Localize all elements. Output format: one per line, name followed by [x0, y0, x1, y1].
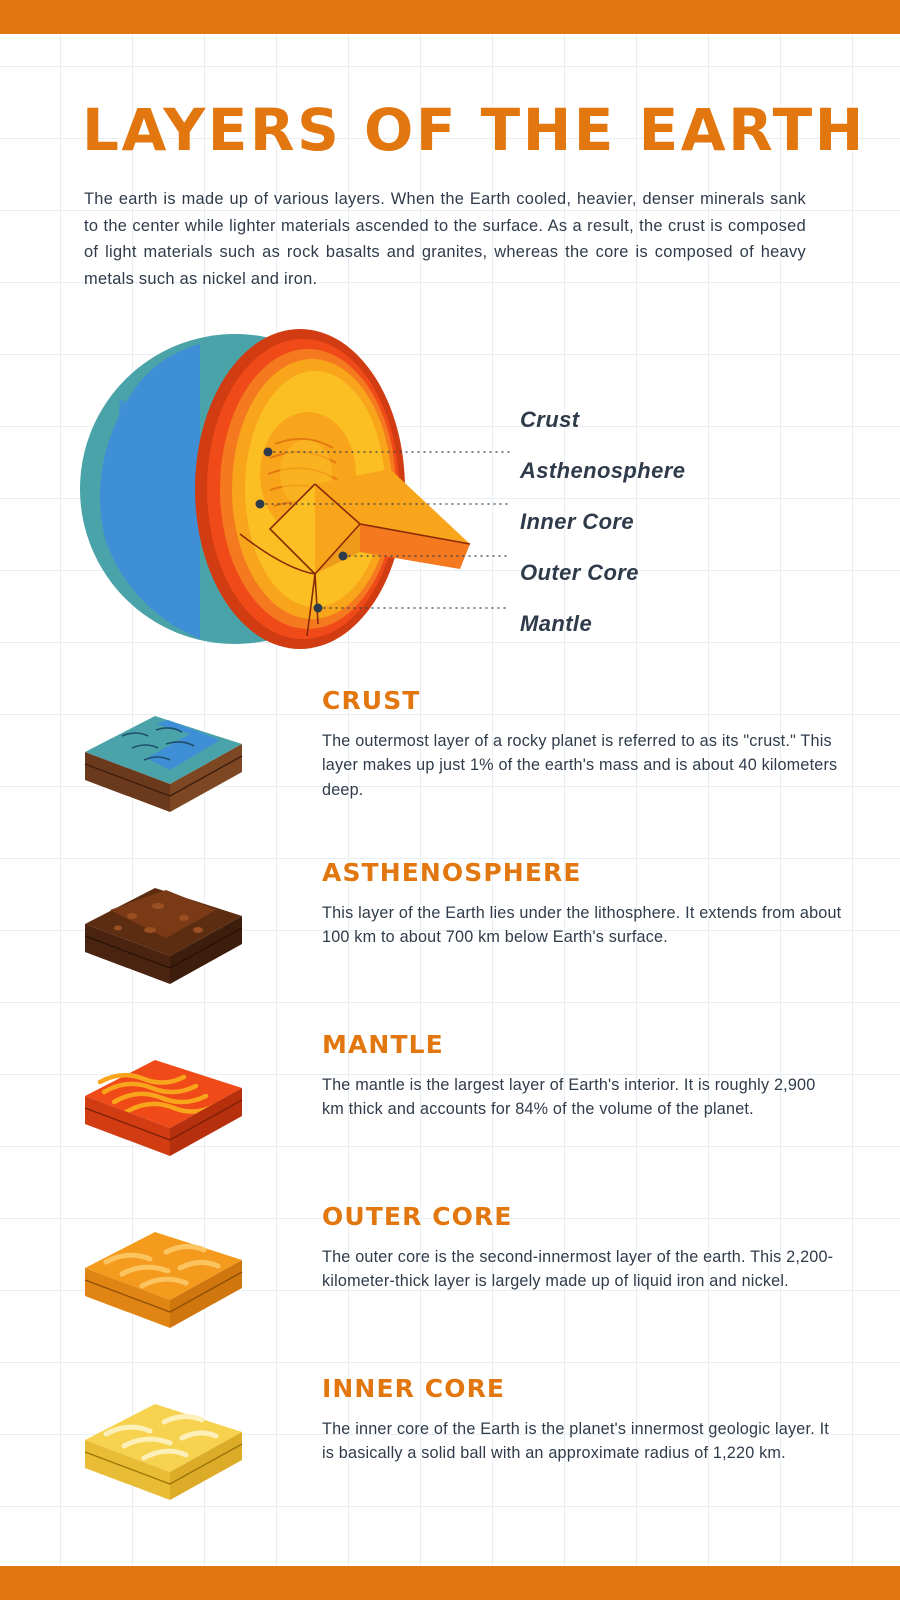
callout-label: Crust [520, 406, 580, 432]
asthenosphere-block-icon [70, 872, 260, 1002]
callout-label: Mantle [520, 610, 593, 636]
section-asthenosphere [60, 858, 850, 1030]
section-mantle [60, 1030, 850, 1202]
callout-label: Outer Core [520, 559, 639, 585]
inner-core-text [322, 1374, 842, 1466]
top-accent-bar [0, 0, 900, 34]
section-inner-core [60, 1374, 850, 1546]
section-crust [60, 686, 850, 858]
section-body: The mantle is the largest layer of Earth's interior. It is roughly 2,900 km thick and accounts for 84% of the volume of the planet. [322, 1076, 816, 1119]
crust-block-icon [70, 700, 260, 830]
intro-paragraph: The earth is made up of various layers. When the Earth cooled, heavier, denser minerals sank to the center while lighter materials ascended to the surface. As a result, the crust is composed of light materials such as rock basalts and granites, whereas the core is composed of heavy metals such as nickel and iron. [84, 190, 806, 288]
callout-outer-core [520, 547, 850, 598]
inner-core-block-icon [70, 1388, 260, 1518]
outer-core-block-icon [70, 1216, 260, 1346]
callout-inner-core [520, 496, 850, 547]
callout-label: Asthenosphere [520, 457, 686, 483]
content-area [0, 34, 900, 1566]
section-title: MANTLE [322, 1030, 444, 1059]
section-title: INNER CORE [322, 1374, 506, 1403]
section-body: The inner core of the Earth is the planet's innermost geologic layer. It is basically a solid ball with an approximate radius of 1,220 km. [322, 1420, 829, 1463]
diagram-callout-labels [520, 394, 850, 649]
page-title: LAYERS OF THE EARTH [82, 96, 866, 164]
section-body: The outer core is the second-innermost layer of the earth. This 2,200-kilometer-thick layer is largely made up of liquid iron and nickel. [322, 1248, 834, 1291]
mantle-text [322, 1030, 842, 1122]
section-title: CRUST [322, 686, 421, 715]
section-title: OUTER CORE [322, 1202, 513, 1231]
outer-core-text [322, 1202, 842, 1294]
callout-crust [520, 394, 850, 445]
section-title: ASTHENOSPHERE [322, 858, 582, 887]
asthenosphere-text [322, 858, 842, 950]
crust-text [322, 686, 842, 802]
section-body: This layer of the Earth lies under the lithosphere. It extends from about 100 km to about 700 km below Earth's surface. [322, 904, 842, 947]
callout-mantle [520, 598, 850, 649]
mantle-block-icon [70, 1044, 260, 1174]
callout-label: Inner Core [520, 508, 635, 534]
callout-asthenosphere [520, 445, 850, 496]
section-outer-core [60, 1202, 850, 1374]
section-body: The outermost layer of a rocky planet is referred to as its "crust." This layer makes up just 1% of the earth's mass and is about 40 kilometers deep. [322, 732, 838, 799]
bottom-accent-bar [0, 1566, 900, 1600]
